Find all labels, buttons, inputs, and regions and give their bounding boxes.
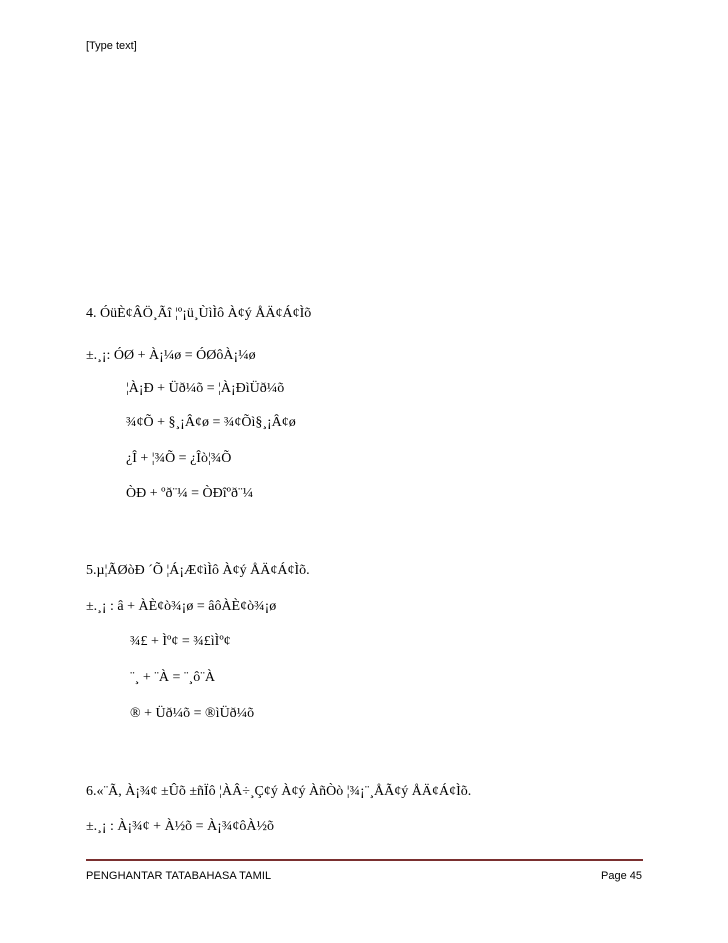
section5-example-line-3: ¨¸ + ¨À = ¨¸ô¨À	[130, 670, 215, 685]
section5-heading: 5.µ¦ÃØòÐ ´Õ ¦Á¡Æ¢ìÌô À¢ý ÅÄ¢Á¢Ìõ.	[86, 563, 310, 578]
section4-example-line-5: ÒÐ + ºð¨¼ = ÒÐîºð¨¼	[126, 486, 254, 501]
section4-example-line-4: ¿Î + ¦¾Õ = ¿Îò¦¾Õ	[126, 451, 232, 466]
section5-example-line-1: ±.¸¡ : â + ÀÈ¢ò¾¡ø = âôÀÈ¢ò¾¡ø	[86, 599, 277, 614]
header-placeholder: [Type text]	[86, 40, 137, 52]
section5-example-line-4: ® + Üð¼õ = ®ìÜð¼õ	[130, 706, 255, 721]
page-number: Page 45	[601, 870, 642, 882]
section6-example-line-1: ±.¸¡ : À¡¾¢ + À½õ = À¡¾¢ôÀ½õ	[86, 819, 274, 834]
footer-divider	[86, 859, 643, 861]
section6-heading: 6.«¨Ã, À¡¾¢ ±Ûõ ±ñÏô ¦ÀÂ÷¸Ç¢ý À¢ý ÀñÒò ¦¾¡¨¸ÅÃ¢ý ÅÄ¢Á¢Ìõ.	[86, 784, 472, 799]
section5-example-line-2: ¾£ + Ìº¢ = ¾£ìÌº¢	[130, 634, 231, 649]
section4-heading: 4. ÓüÈ¢ÂÖ¸Ãî ¦º¡ü¸ÙìÌô À¢ý ÅÄ¢Á¢Ìõ	[86, 306, 312, 321]
section4-example-line-3: ¾¢Õ + §¸¡Â¢ø = ¾¢Õì§¸¡Â¢ø	[126, 415, 296, 430]
section4-example-line-2: ¦À¡Ð + Üð¼õ = ¦À¡ÐìÜð¼õ	[126, 381, 285, 396]
section4-example-line-1: ±.¸¡: ÓØ + À¡¼ø = ÓØôÀ¡¼ø	[86, 348, 256, 363]
footer-title: PENGHANTAR TATABAHASA TAMIL	[86, 870, 272, 882]
